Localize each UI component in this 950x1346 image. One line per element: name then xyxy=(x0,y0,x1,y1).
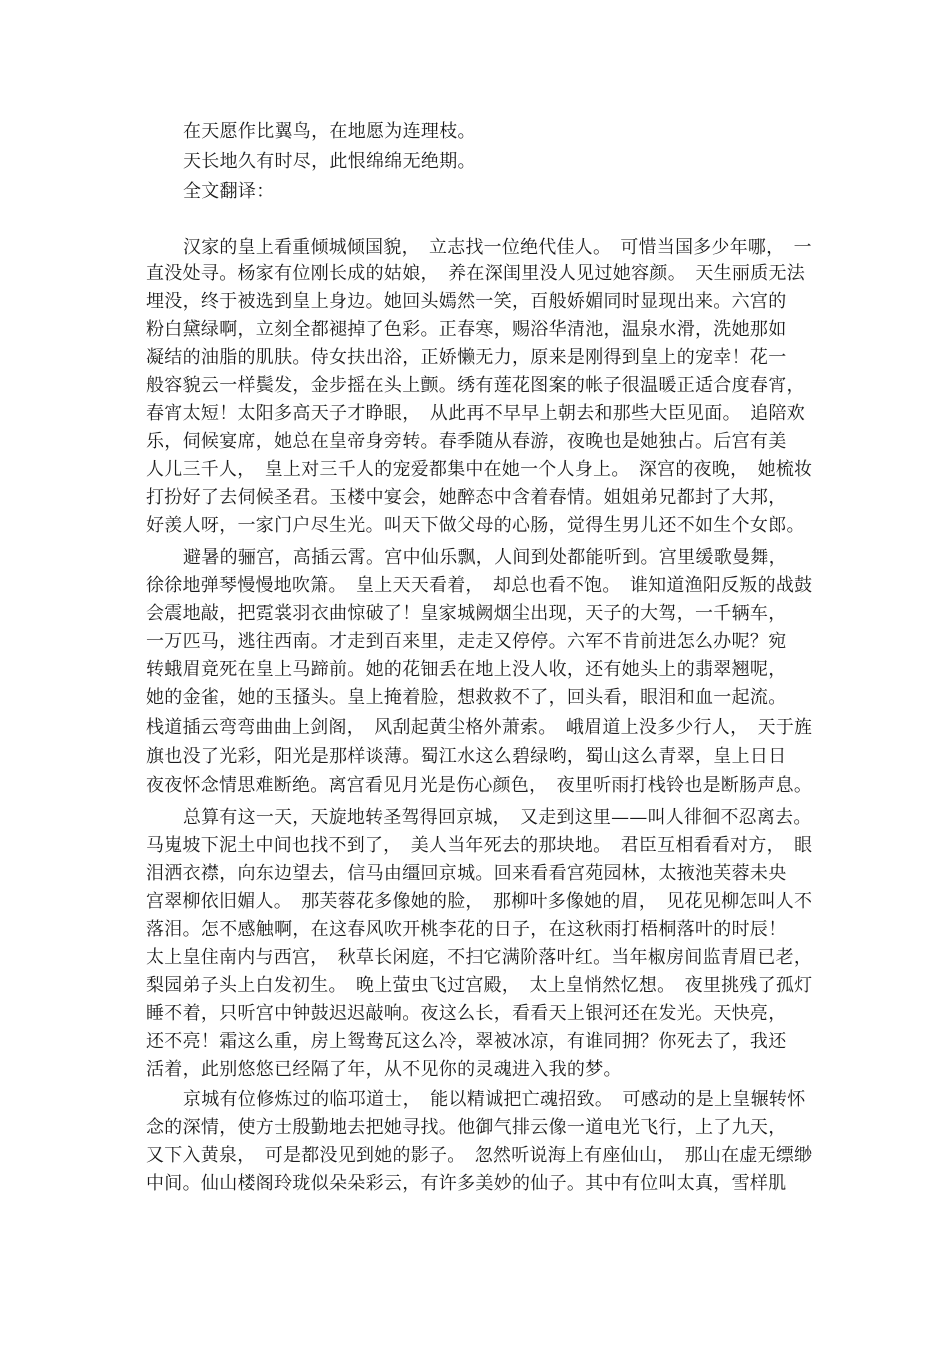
paragraph-line: 打扮好了去伺候圣君。玉楼中宴会，她醉态中含着春情。姐姐弟兄都封了大邦， xyxy=(146,487,787,508)
paragraph-line: 落泪。怎不感触啊，在这春风吹开桃李花的日子，在这秋雨打梧桐落叶的时辰！ xyxy=(146,919,787,940)
paragraph-line: 京城有位修炼过的临邛道士， 能以精诚把亡魂招致。 可感动的是上皇辗转怀 xyxy=(183,1089,806,1110)
paragraph-line: 睡不着，只听宫中钟鼓迟迟敲响。夜这么长，看看天上银河还在发光。天快亮， xyxy=(146,1003,787,1024)
paragraph-line: 又下入黄泉， 可是都没见到她的影子。 忽然听说海上有座仙山， 那山在虚无缥缈 xyxy=(146,1145,813,1166)
paragraph-line: 埋没，终于被选到皇上身边。她回头嫣然一笑，百般娇媚同时显现出来。六宫的 xyxy=(146,291,787,312)
paragraph-line: 粉白黛绿啊，立刻全都褪掉了色彩。正春寒，赐浴华清池，温泉水滑，洗她那如 xyxy=(146,319,787,340)
poem-line: 天长地久有时尽，此恨绵绵无绝期。 xyxy=(183,151,476,172)
paragraph-line: 活着，此别悠悠已经隔了年，从不见你的灵魂进入我的梦。 xyxy=(146,1059,622,1080)
paragraph-line: 汉家的皇上看重倾城倾国貌， 立志找一位绝代佳人。 可惜当国多少年哪， 一 xyxy=(183,237,812,258)
paragraph-line: 总算有这一天，天旋地转圣驾得回京城， 又走到这里——叫人徘徊不忍离去。 xyxy=(183,807,812,828)
paragraph-line: 凝结的油脂的肌肤。侍女扶出浴，正娇懒无力，原来是刚得到皇上的宠幸！花一 xyxy=(146,347,787,368)
paragraph-line: 栈道插云弯弯曲曲上剑阁， 风刮起黄尘格外萧索。 峨眉道上没多少行人， 天于旌 xyxy=(146,717,813,738)
paragraph-line: 一万匹马，逃往西南。才走到百来里，走走又停停。六军不肯前进怎么办呢？宛 xyxy=(146,631,787,652)
paragraph-line: 旗也没了光彩，阳光是那样谈薄。蜀江水这么碧绿哟，蜀山这么青翠，皇上日日 xyxy=(146,746,787,767)
paragraph-line: 夜夜怀念情思难断绝。离宫看见月光是伤心颜色， 夜里听雨打栈铃也是断肠声息。 xyxy=(146,775,813,796)
paragraph-line: 徐徐地弹琴慢慢地吹箫。 皇上天天看着， 却总也看不饱。 谁知道渔阳反叛的战鼓 xyxy=(146,575,813,596)
paragraph-line: 还不亮！霜这么重，房上鸳鸯瓦这么冷，翠被冰凉，有谁同拥？你死去了，我还 xyxy=(146,1031,787,1052)
paragraph-line: 避暑的骊宫，高插云霄。宫中仙乐飘，人间到处都能听到。宫里缓歌曼舞， xyxy=(183,547,787,568)
paragraph-line: 春宵太短！太阳多高天子才睁眼， 从此再不早早上朝去和那些大臣见面。 追陪欢 xyxy=(146,403,806,424)
paragraph-line: 她的金雀，她的玉搔头。皇上掩着脸，想救救不了，回头看，眼泪和血一起流。 xyxy=(146,687,787,708)
paragraph-line: 乐，伺候宴席，她总在皇帝身旁转。春季随从春游，夜晚也是她独占。后宫有美 xyxy=(146,431,787,452)
paragraph-line: 中间。仙山楼阁玲珑似朵朵彩云，有许多美妙的仙子。其中有位叫太真，雪样肌 xyxy=(146,1173,787,1194)
paragraph-line: 念的深情，使方士殷勤地去把她寻找。他御气排云像一道电光飞行，上了九天， xyxy=(146,1117,787,1138)
paragraph-line: 宫翠柳依旧媚人。 那芙蓉花多像她的脸， 那柳叶多像她的眉， 见花见柳怎叫人不 xyxy=(146,891,813,912)
paragraph-line: 泪洒衣襟，向东边望去，信马由缰回京城。回来看看宫苑园林，太掖池芙蓉未央 xyxy=(146,863,787,884)
paragraph-line: 直没处寻。杨家有位刚长成的姑娘， 养在深闺里没人见过她容颜。 天生丽质无法 xyxy=(146,263,806,284)
paragraph-line: 好羡人呀，一家门户尽生光。叫天下做父母的心肠，觉得生男儿还不如生个女郎。 xyxy=(146,515,805,536)
paragraph-line: 人儿三千人， 皇上对三千人的宠爱都集中在她一个人身上。 深宫的夜晚， 她梳妆 xyxy=(146,459,813,480)
translation-heading: 全文翻译： xyxy=(183,181,275,202)
poem-line: 在天愿作比翼鸟，在地愿为连理枝。 xyxy=(183,121,476,142)
paragraph-line: 会震地敲，把霓裳羽衣曲惊破了！皇家城阙烟尘出现，天子的大驾，一千辆车， xyxy=(146,603,787,624)
paragraph-line: 太上皇住南内与西宫， 秋草长闲庭，不扫它满阶落叶红。当年椒房间监青眉已老， xyxy=(146,947,813,968)
paragraph-line: 马嵬坡下泥土中间也找不到了， 美人当年死去的那块地。 君臣互相看看对方， 眼 xyxy=(146,835,813,856)
paragraph-line: 般容貌云一样鬓发，金步摇在头上颤。绣有莲花图案的帐子很温暖正适合度春宵， xyxy=(146,375,805,396)
paragraph-line: 梨园弟子头上白发初生。 晚上萤虫飞过宫殿， 太上皇悄然忆想。 夜里挑残了孤灯 xyxy=(146,975,813,996)
paragraph-line: 转蛾眉竟死在皇上马蹄前。她的花钿丢在地上没人收，还有她头上的翡翠翘呢， xyxy=(146,659,787,680)
